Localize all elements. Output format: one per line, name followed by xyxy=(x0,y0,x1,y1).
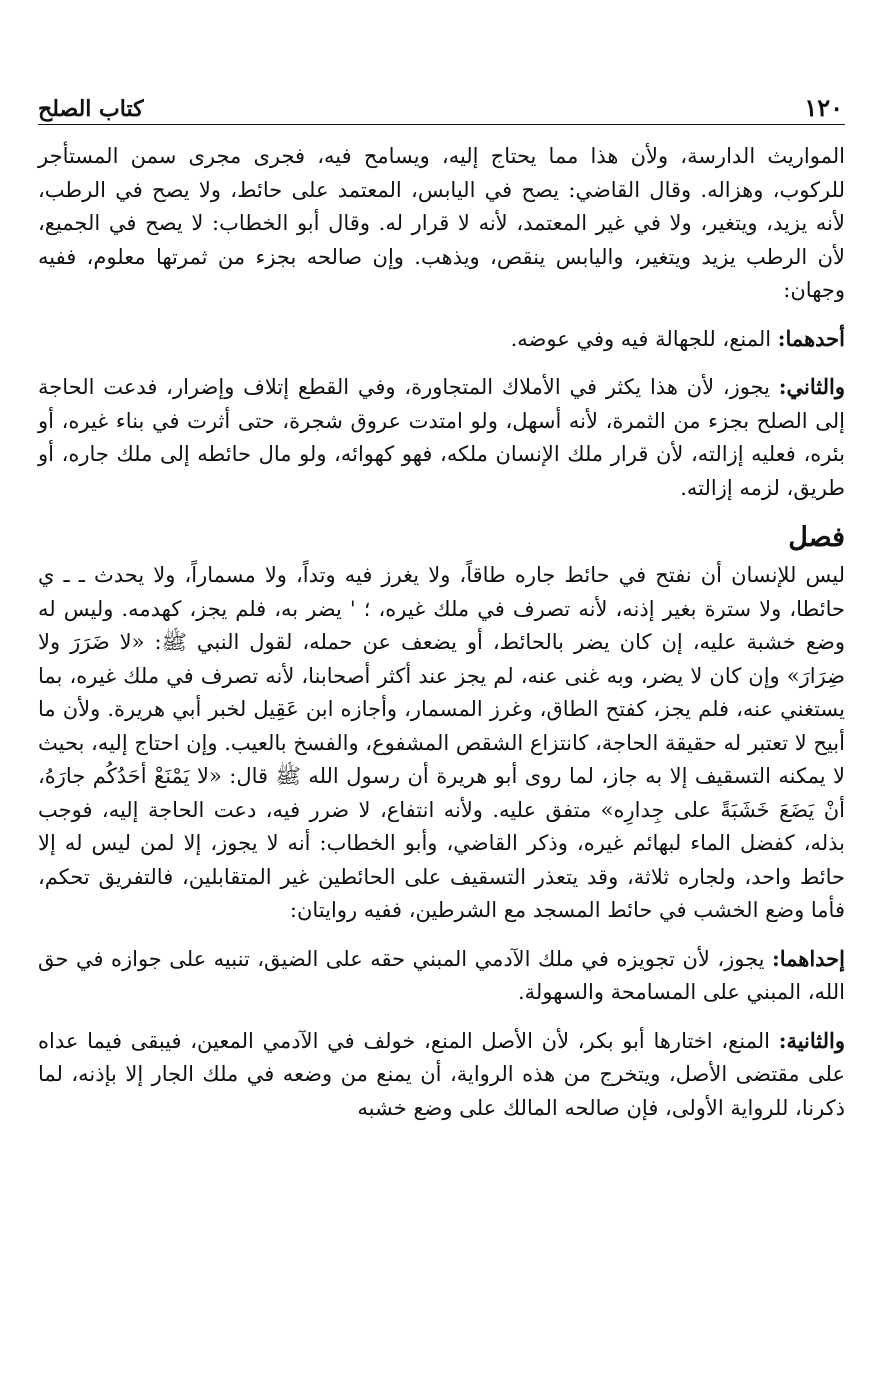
paragraph xyxy=(38,322,845,357)
paragraph xyxy=(38,1024,845,1126)
paragraph-text: المواريث الدارسة، ولأن هذا مما يحتاج إليه، ويسامح فيه، فجرى مجرى سمن المستأجر للركوب، وهزاله. وقال القاضي: يصح في اليابس، المعتمد على حائط، ولا يصح في الرطب، لأنه يزيد، ويتغير، ولا في غير المعتمد، لأنه لا قرار له. وقال أبو الخطاب: لا يصح في الجميع، لأن الرطب يزيد ويتغير، واليابس ينقص، ويذهب. وإن صالحه بجزء من ثمرتها معلوم، ففيه وجهان: xyxy=(38,144,845,302)
paragraph-text: يجوز، لأن هذا يكثر في الأملاك المتجاورة، وفي القطع إتلاف وإضرار، فدعت الحاجة إلى الصلح بجزء من الثمرة، لأنه أسهل، ولو امتدت عروق شجرة، حتى أثرت في بناء غيره، أو بئره، فعليه إزالته، لأن قرار ملك الإنسان ملكه، فهو كهوائه، ولو مال حائطه إلى ملك جاره، أو طريق، لزمه إزالته. xyxy=(38,375,845,500)
paragraph-text: يجوز، لأن تجويزه في ملك الآدمي المبني حقه على الضيق، تنبيه على جوازه في حق الله، المبني على المسامحة والسهولة. xyxy=(38,946,845,1004)
section-heading: فصل xyxy=(788,522,845,553)
page-header xyxy=(38,84,843,122)
paragraph-lead: والثاني: xyxy=(778,374,845,399)
paragraph xyxy=(38,140,845,308)
page-number: ١٢٠ xyxy=(804,93,843,122)
paragraph xyxy=(38,942,845,1010)
paragraph-text: المنع، للجهالة فيه وفي عوضه. xyxy=(510,326,778,351)
paragraph-lead: إحداهما: xyxy=(771,945,845,971)
paragraph xyxy=(38,370,845,505)
paragraph-lead: والثانية: xyxy=(778,1027,845,1053)
page-body xyxy=(38,140,845,1139)
paragraph-text: المنع، اختارها أبو بكر، لأن الأصل المنع، خولف في الآدمي المعين، فيبقى فيما عداه على مقتضى الأصل، ويتخرج من هذه الرواية، أن يمنع من وضعه في ملك الجار إلا بإذنه، لما ذكرنا، للرواية الأولى، فإن صالحه المالك على وضع خشبه xyxy=(38,1028,845,1120)
book-title: كتاب الصلح xyxy=(38,96,144,122)
paragraph xyxy=(38,559,845,928)
paragraph-lead: أحدهما: xyxy=(777,325,845,351)
header-rule xyxy=(38,124,845,125)
paragraph-text: ليس للإنسان أن نفتح في حائط جاره طاقاً، ولا يغرز فيه وتداً، ولا مسماراً، ولا يحدث ـ ـ ي حائطا، ولا سترة بغير إذنه، لأنه تصرف في ملك غيره، ؛ ' يضر به، فلم يجز، كهدمه. وليس له وضع خشبة عليه، إن كان يضر بالحائط، أو يضعف عن حمله، لقول النبي ﷺ: «لا ضَرَرَ ولا ضِرَارَ» وإن كان لا يضر، وبه غنى عنه، لم يجز عند أكثر أصحابنا، لأنه تصرف في ملك غيره، بما يستغني عنه، فلم يجز، كفتح الطاق، وغرز المسمار، وأجازه ابن عَقِيل لخبر أبي هريرة. ولأن ما أبيح لا تعتبر له حقيقة الحاجة، كانتزاع الشقص المشفوع، والفسخ بالعيب. وإن احتاج إليه، بحيث لا يمكنه التسقيف إلا به جاز، لما روى أبو هريرة أن رسول الله ﷺ قال: «لا يَمْنَعْ أحَدُكُم جارَهُ، أنْ يَضَعَ خَشَبَةً على جِدارِه» متفق عليه. ولأنه انتفاع، لا ضرر فيه، دعت الحاجة إليه، فوجب بذله، كفضل الماء لبهائم غيره، وذكر القاضي، وأبو الخطاب: أنه لا يجوز، إلا لمن ليس له إلا حائط واحد، ولجاره ثلاثة، وقد يتعذر التسقيف على الحائطين غير المتقابلين، فالتفريق تحكم، فأما وضع الخشب في حائط المسجد مع الشرطين، ففيه روايتان: xyxy=(38,563,845,922)
